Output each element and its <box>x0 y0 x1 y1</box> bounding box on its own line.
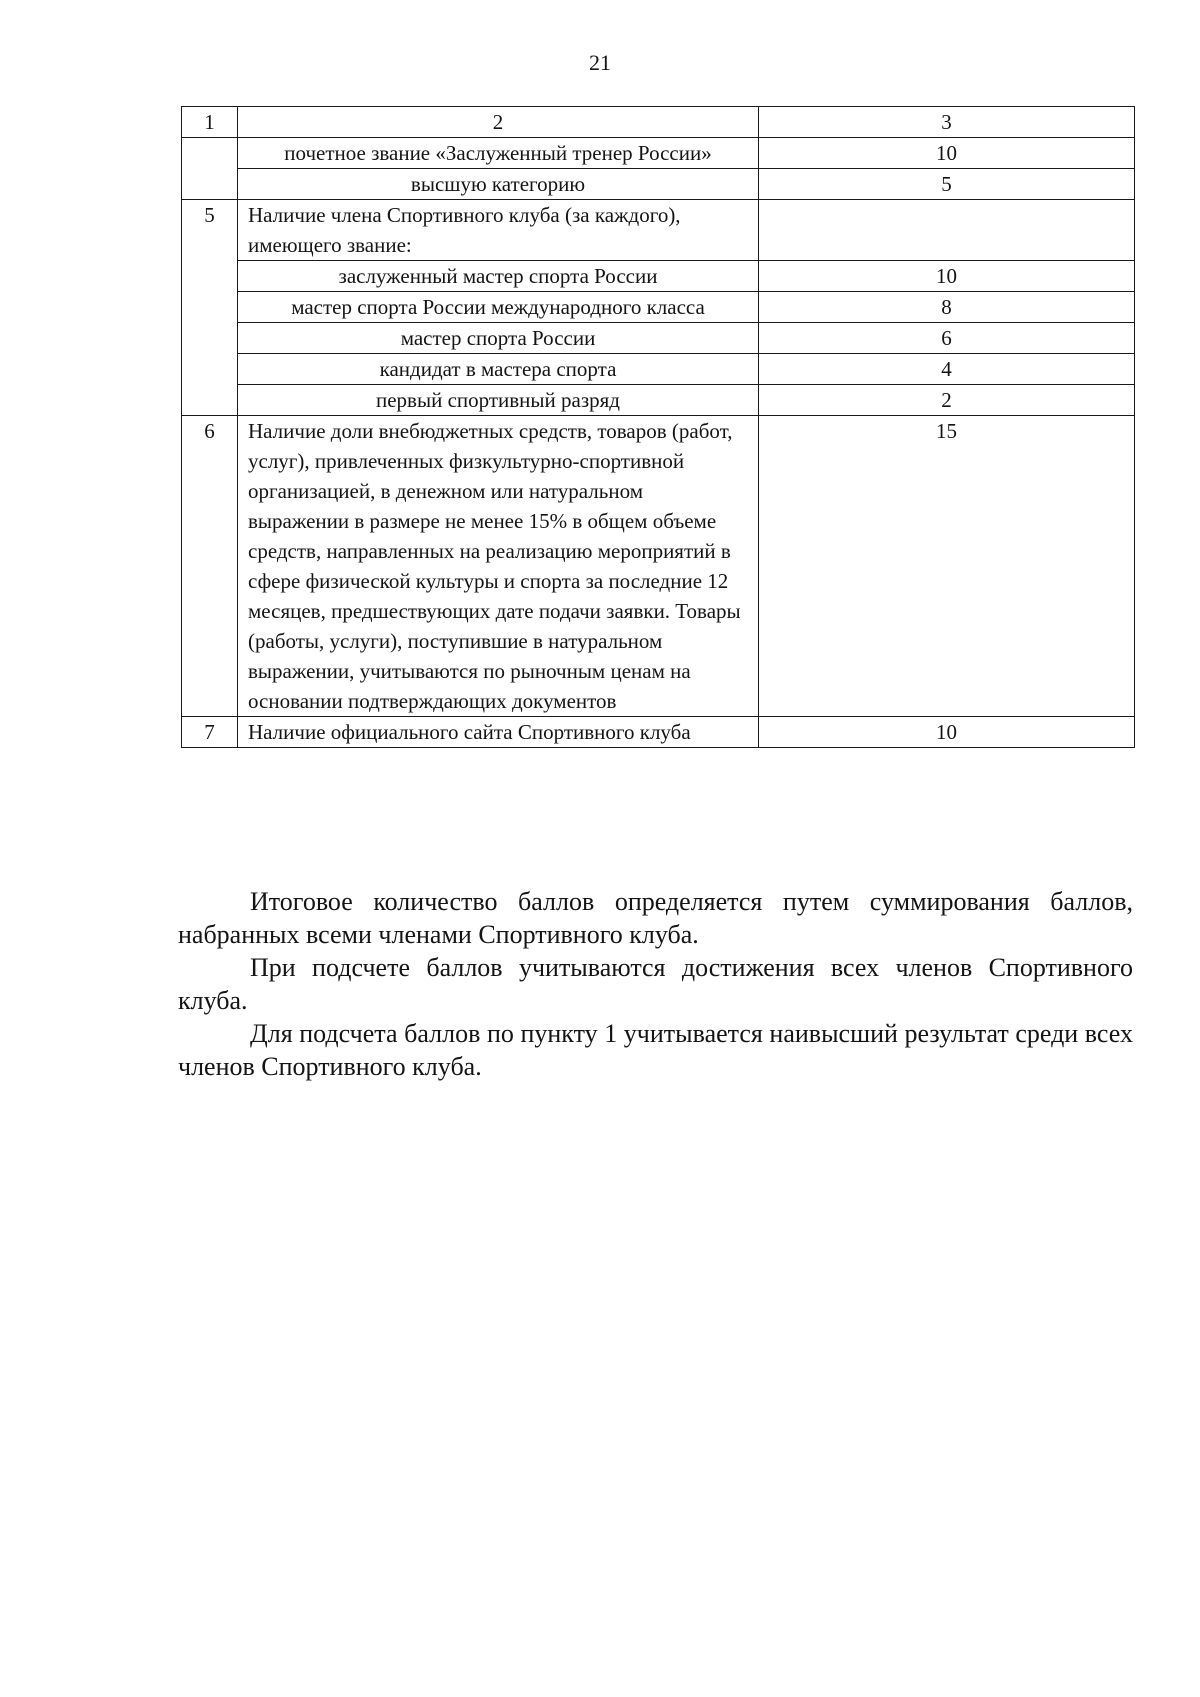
table-row <box>182 416 1135 717</box>
criterion-cell: Наличие официального сайта Спортивного клуба <box>238 717 759 748</box>
criterion-cell: заслуженный мастер спорта России <box>238 261 759 292</box>
table-row <box>182 138 1135 169</box>
criterion-cell: высшую категорию <box>238 169 759 200</box>
points-cell: 15 <box>759 416 1135 717</box>
criterion-cell: кандидат в мастера спорта <box>238 354 759 385</box>
table-row <box>182 261 1135 292</box>
criteria-table <box>181 106 1135 748</box>
criterion-cell: мастер спорта России <box>238 323 759 354</box>
points-cell: 10 <box>759 717 1135 748</box>
table-row <box>182 169 1135 200</box>
table-row <box>182 200 1135 261</box>
table-row <box>182 717 1135 748</box>
table-row <box>182 323 1135 354</box>
paragraph: Для подсчета баллов по пункту 1 учитывается наивысший результат среди всех членов Спортивного клуба. <box>178 1019 1133 1081</box>
table-header-row <box>182 107 1135 138</box>
criterion-cell: Наличие доли внебюджетных средств, товаров (работ, услуг), привлеченных физкультурно-спортивной организацией, в денежном или натуральном выражении в размере не менее 15% в общем объеме средств, направленных на реализацию мероприятий в сфере физической культуры и спорта за последние 12 месяцев, предшествующих дате подачи заявки. Товары (работы, услуги), поступившие в натуральном выражении, учитываются по рыночным ценам на основании подтверждающих документов <box>238 416 759 717</box>
criterion-cell: мастер спорта России международного класса <box>238 292 759 323</box>
points-cell: 2 <box>759 385 1135 416</box>
points-cell <box>759 200 1135 261</box>
closing-text <box>178 885 1133 1083</box>
item-number-cell: 7 <box>182 717 238 748</box>
points-cell: 5 <box>759 169 1135 200</box>
paragraph: При подсчете баллов учитываются достижения всех членов Спортивного клуба. <box>178 953 1133 1015</box>
header-cell: 3 <box>759 107 1135 138</box>
table-row <box>182 354 1135 385</box>
item-number-cell <box>182 138 238 200</box>
table-row <box>182 292 1135 323</box>
item-number-cell: 6 <box>182 416 238 717</box>
points-cell: 10 <box>759 138 1135 169</box>
points-cell: 4 <box>759 354 1135 385</box>
item-number-cell: 5 <box>182 200 238 416</box>
header-cell: 2 <box>238 107 759 138</box>
points-cell: 10 <box>759 261 1135 292</box>
paragraph: Итоговое количество баллов определяется путем суммирования баллов, набранных всеми членами Спортивного клуба. <box>178 887 1133 949</box>
points-cell: 8 <box>759 292 1135 323</box>
page-number: 21 <box>589 50 611 75</box>
criterion-cell: первый спортивный разряд <box>238 385 759 416</box>
points-cell: 6 <box>759 323 1135 354</box>
criterion-cell: почетное звание «Заслуженный тренер России» <box>238 138 759 169</box>
criterion-cell: Наличие члена Спортивного клуба (за каждого), имеющего звание: <box>238 200 759 261</box>
table-row <box>182 385 1135 416</box>
header-cell: 1 <box>182 107 238 138</box>
